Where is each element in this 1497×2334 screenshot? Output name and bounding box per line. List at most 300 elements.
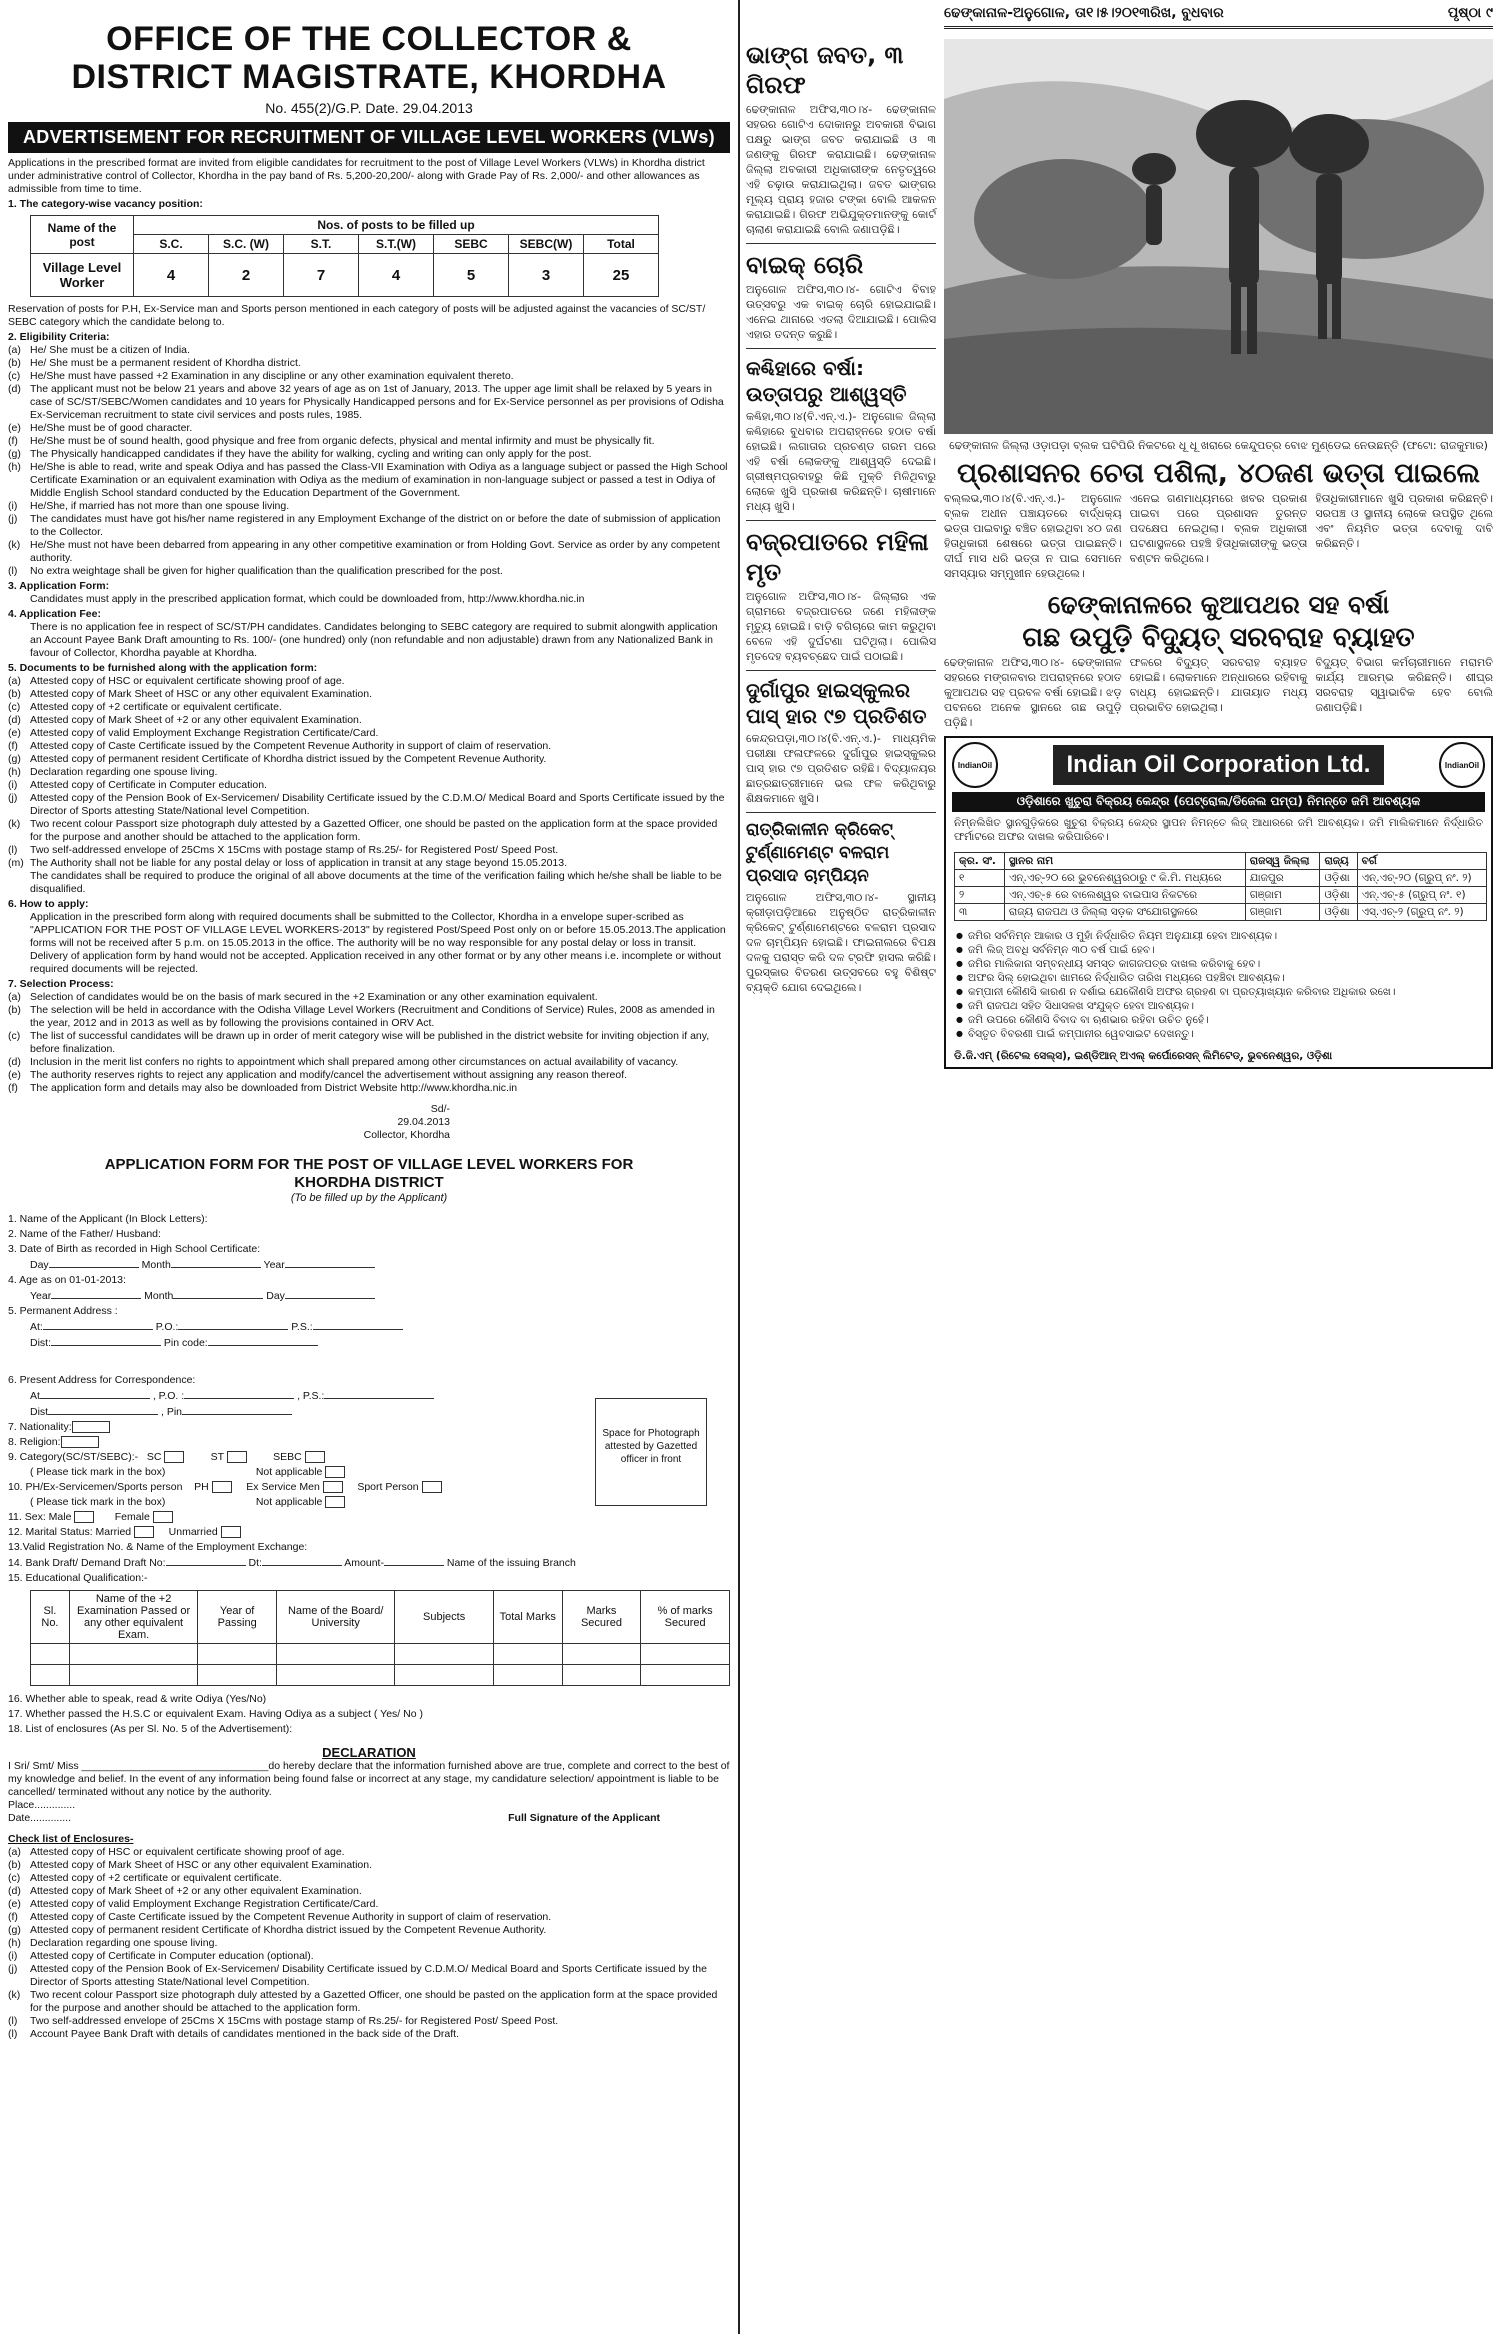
form-subtitle: (To be filled up by the Applicant) (290, 1192, 448, 1204)
qualification-col-header: Name of the +2 Examination Passed or any other equivalent Exam. (69, 1591, 197, 1644)
checklist-item (8, 1911, 730, 1924)
eligibility-item (8, 513, 730, 539)
pres-dist-line[interactable] (48, 1404, 158, 1415)
ioc-cell: ଏନ୍.ଏଚ୍-୫ (ଗ୍ରୁପ୍ ନଂ. ୧) (1357, 886, 1486, 903)
ioc-row (955, 869, 1487, 886)
story-hailstorm (944, 655, 1493, 730)
ioc-term: ● ଜମିର ସର୍ବନିମ୍ନ ଆକାର ଓ ମୁହାଁ ନିର୍ଦ୍ଧାରିତ ନିୟମ ଅନୁଯାୟୀ ହେବା ଆବଶ୍ୟକ। (954, 929, 1483, 943)
story-column: ଢେଙ୍କାନାଳ ଅଫିସ,୩୦।୪- ଢେଙ୍କାନାଳ ସହରରେ ମଙ୍ଗଳବାର ଅପରାହ୍ନରେ ହଠାତ କୁଆପଥର ସହ ପ୍ରବଳ ବର୍ଷା ହୋଇଛି। ଝଡ଼ ପବନରେ ଅନେକ ସ୍ଥାନରେ ଗଛ ଉପୁଡ଼ି ପଡ଼ିଛି। (944, 656, 1122, 729)
field-dob (8, 1242, 730, 1257)
section-7-heading: 7. Selection Process: (8, 978, 114, 990)
age-year-label: Year (30, 1290, 52, 1302)
story-bhang-seized: ଢେଙ୍କାନାଳ ଅଫିସ,୩୦।୪- ଢେଙ୍କାନାଳ ସହରର ଗୋଟିଏ ଦୋକାନରୁ ଅବକାରୀ ବିଭାଗ ପକ୍ଷରୁ ଭାଙ୍ଗ ଜବତ କରାଯାଇଛି ଓ ୩ ଜଣଙ୍କୁ ଗିରଫ କରାଯାଇଛି। ଢେଙ୍କାନାଳ ଜିଲ୍ଲା ଅବକାରୀ ଅଧିକାରୀଙ୍କ ନେତୃତ୍ୱରେ ଏହି ଚଢ଼ାଉ କରାଯାଇଥିଲା। ଜବତ ଭାଙ୍ଗର ମୂଲ୍ୟ ପ୍ରାୟ ହଜାର ଟଙ୍କା ବୋଲି ଆକଳନ କରାଯାଇଛି। ଗିରଫ ଅଭିଯୁକ୍ତମାନଙ୍କୁ କୋର୍ଟ ଚାଲାଣ କରାଯାଇଛି ବୋଲି ଜଣାପଡ଼ିଛି। (746, 103, 936, 236)
eligibility-item-key: (d) (8, 383, 21, 395)
reservation-note: Reservation of posts for P.H, Ex-Service man and Sports person mentioned in each category of posts will be adjusted against the vacancies of SC/ST/ SEBC category which the candidate belong to. (8, 303, 706, 328)
section-1-heading: 1. The category-wise vacancy position: (8, 198, 203, 210)
checklist-item-text: Attested copy of +2 certificate or equivalent certificate. (30, 1872, 282, 1884)
category-sebc-label: SEBC (273, 1451, 302, 1463)
category-sc-checkbox[interactable] (164, 1451, 184, 1463)
vacancy-value: 4 (134, 254, 209, 297)
section-6-heading: 6. How to apply: (8, 898, 89, 910)
ioc-col-header: ରାଜସ୍ୱ ଜିଲ୍ଲା (1245, 852, 1320, 869)
form-title (8, 1156, 730, 1192)
age-month-label: Month (144, 1290, 174, 1302)
collector-signature (8, 1103, 730, 1142)
vacancy-value: 5 (434, 254, 509, 297)
field-label: 15. Educational Qualification:- (8, 1572, 148, 1584)
document-item-key: (j) (8, 792, 18, 804)
ioc-cell: ଗଞ୍ଜାମ (1245, 886, 1320, 903)
checklist-item-text: Attested copy of valid Employment Exchange Registration Certificate/Card. (30, 1898, 379, 1910)
ioc-col-header: କ୍ର. ସଂ. (955, 852, 1005, 869)
checklist-item (8, 1846, 730, 1859)
divider (746, 812, 936, 813)
religion-box[interactable] (61, 1436, 99, 1448)
checklist-heading: Check list of Enclosures- (8, 1833, 134, 1845)
indianoil-logo-icon (952, 742, 998, 788)
field-label: 8. Religion: (8, 1436, 61, 1448)
document-item-key: (g) (8, 753, 21, 765)
story-allowance (944, 491, 1493, 581)
eligibility-item (8, 383, 730, 422)
sex-male-label: 11. Sex: Male (8, 1511, 72, 1523)
eligibility-item-text: He/She is able to read, write and speak Odiya and has passed the Class-VII Examination with Odiya as a language subject or passed the High School Certificate Examination or an equivalent examination with Odiya as the medium of examination in non-language subject or passed a test in Odiya of Middle English School standard conducted by the Education Department of the Government. (30, 461, 728, 499)
ioc-logo-text: IndianOil (1444, 760, 1480, 770)
ioc-cell: ଏନ୍.ଏଚ୍-୨୦ ରେ ଭୁବନେଶ୍ୱରଠାରୁ ୯ କି.ମି. ମଧ୍ୟରେ (1004, 869, 1245, 886)
field-present-address (8, 1373, 730, 1388)
document-item (8, 792, 730, 818)
eligibility-item-key: (a) (8, 344, 21, 356)
ioc-header (946, 738, 1491, 792)
category-sebc-checkbox[interactable] (305, 1451, 325, 1463)
application-form-body: Candidates must apply in the prescribed application format, which could be downloaded from, http://www.khordha.nic.in (30, 593, 585, 605)
document-item (8, 740, 730, 753)
document-item (8, 675, 730, 688)
declaration-text: I Sri/ Smt/ Miss ________________________________do hereby declare that the information furnished above are true, complete and correct to the best of my knowledge and belief. In the event of any information being found false or incorrect at any stage, my candidature selection/ appointment is liable to be cancelled/ terminated without any notice by the authority. (8, 1760, 730, 1798)
selection-item-key: (d) (8, 1056, 21, 1068)
ioc-cell: ଏନ୍.ଏଚ୍-୫ ରେ ବାଲେଶ୍ୱର ବାଇପାସ ନିକଟରେ (1004, 886, 1245, 903)
age-month-line[interactable] (173, 1288, 263, 1299)
selection-item (8, 1056, 730, 1069)
perm-dist-line[interactable] (51, 1335, 161, 1346)
collector-advertisement (0, 0, 740, 2334)
pres-at-label: At (30, 1390, 40, 1402)
story-column: ବଲ୍ଲଭ,୩୦।୪(ବି.ଏନ୍.ଏ.)- ଅନୁଗୋଳ ବ୍ଲକ ଅଧୀନ ପଞ୍ଚାୟତରେ ବାର୍ଦ୍ଧକ୍ୟ ଭତ୍ତା ପାଇବାରୁ ବଞ୍ଚିତ ହୋଇଥିବା ୪୦ ଜଣ ହିତାଧିକାରୀ ଶେଷରେ ଭତ୍ତା ପାଇଛନ୍ତି। ଦୀର୍ଘ ମାସ ଧରି ଭତ୍ତା ନ ପାଇ ସେମାନେ ସମସ୍ୟାର ସମ୍ମୁଖୀନ ହେଉଥିଲେ। (944, 492, 1122, 580)
qualification-cell[interactable] (641, 1644, 730, 1665)
perm-pin-label: Pin code: (163, 1337, 208, 1349)
age-year-line[interactable] (51, 1288, 141, 1299)
checklist-item-key: (j) (8, 1963, 18, 1975)
qualification-cell[interactable] (493, 1665, 562, 1686)
eligibility-item (8, 565, 730, 578)
document-item (8, 688, 730, 701)
qualification-cell[interactable] (276, 1644, 394, 1665)
qualification-cell[interactable] (395, 1644, 494, 1665)
ioc-footer: ଡି.ଜି.ଏମ୍ (ରିଟେଲ ସେଲ୍ସ), ଇଣ୍ଡିଆନ୍ ଅଏଲ୍ କର୍ପୋରେସନ୍ ଲିମିଟେଡ୍, ଭୁବନେଶ୍ୱର, ଓଡ଼ିଶା (954, 1050, 1333, 1063)
checklist-item (8, 1924, 730, 1937)
office-title-line1: OFFICE OF THE COLLECTOR & (106, 20, 632, 58)
qualification-col-header: % of marks Secured (641, 1591, 730, 1644)
draft-amount-label: Amount- (344, 1557, 384, 1569)
perm-dist-label: Dist: (30, 1337, 51, 1349)
eligibility-item (8, 448, 730, 461)
qualification-cell[interactable] (69, 1644, 197, 1665)
pres-at-line[interactable] (40, 1388, 150, 1399)
field-applicant-name (8, 1212, 730, 1227)
form-title-line1: APPLICATION FORM FOR THE POST OF VILLAGE LEVEL WORKERS FOR (104, 1156, 634, 1173)
field-label: 6. Present Address for Correspondence: (8, 1374, 196, 1386)
document-item (8, 870, 730, 896)
selection-item-text: Selection of candidates would be on the basis of mark secured in the +2 Examination or any other examination equivalent. (30, 991, 598, 1003)
pres-pin-line[interactable] (182, 1404, 292, 1415)
eligibility-item-text: He/She must be of good character. (30, 422, 193, 434)
photo-caption: ଢେଙ୍କାନାଳ ଜିଲ୍ଲା ଓଡ଼ାପଡ଼ା ବ୍ଲକ ଘଟିପିରି ନିକଟରେ ଧୂ ଧୂ ଖରାରେ କେନ୍ଦୁପତ୍ର ବୋଝ ମୁଣ୍ଡେଇ ନେଉଛନ୍ତି (ଫଟୋ: ରାଜକୁମାର) (949, 439, 1488, 452)
section-5-heading: 5. Documents to be furnished along with the application form: (8, 662, 318, 674)
field-permanent-address-parts2 (8, 1335, 730, 1351)
vacancy-col-header: SEBC(W) (509, 235, 584, 254)
vacancy-value: 3 (509, 254, 584, 297)
field-label: 3. Date of Birth as recorded in High School Certificate: (8, 1243, 261, 1255)
sex-female-checkbox[interactable] (153, 1511, 173, 1523)
checklist-item (8, 1859, 730, 1872)
field-label: 7. Nationality: (8, 1421, 72, 1433)
eligibility-item-key: (l) (8, 565, 18, 577)
vacancy-col-header: S.C. (W) (209, 235, 284, 254)
eligibility-item-key: (h) (8, 461, 21, 473)
checklist-item-text: Attested copy of the Pension Book of Ex-Servicemen/ Disability Certificate issued by C.D.M.O/ Medical Board and Sports Certificate issued by the Director of Sports attesting State/National level Competition. (30, 1963, 707, 1988)
dob-day-line[interactable] (49, 1257, 139, 1268)
document-item-text: Two recent colour Passport size photograph duly attested by a Gazetted Officer, one should be pasted on the application form at the space provided for the purpose and another should be attached to the application form. (30, 818, 718, 843)
checklist-item-key: (d) (8, 1885, 21, 1897)
field-odiya-speak: 16. Whether able to speak, read & write Odiya (Yes/No) (8, 1693, 267, 1705)
nationality-box[interactable] (72, 1421, 110, 1433)
checklist-item-key: (b) (8, 1859, 21, 1871)
signature-name: Collector, Khordha (363, 1129, 450, 1141)
draft-amount-line[interactable] (384, 1555, 444, 1566)
document-item-text: Attested copy of Mark Sheet of +2 or any other equivalent Examination. (30, 714, 362, 726)
document-item (8, 857, 730, 870)
ioc-term: ● ଅଫର ସିଲ୍ ହୋଇଥିବା ଖାମରେ ନିର୍ଦ୍ଧାରିତ ତାରିଖ ମଧ୍ୟରେ ପହଞ୍ଚିବା ଆବଶ୍ୟକ। (954, 971, 1483, 985)
qualification-cell[interactable] (276, 1665, 394, 1686)
headline-cricket-tournament: ରାତ୍ରିକାଳୀନ କ୍ରିକେଟ୍ ଟୁର୍ଣ୍ଣାମେଣ୍ଟ ବଳରାମ ପ୍ରସାଦ ଚାମ୍ପିୟନ (746, 820, 893, 886)
ioc-intro: ନିମ୍ନଲିଖିତ ସ୍ଥାନଗୁଡ଼ିକରେ ଖୁଚୁରା ବିକ୍ରୟ କେନ୍ଦ୍ର ସ୍ଥାପନ ନିମନ୍ତେ ଲିଜ୍ ଆଧାରରେ ଜମି ଆବଶ୍ୟକ। ଜମି ମାଲିକମାନେ ନିର୍ଦ୍ଧାରିତ ଫର୍ମାଟରେ ଅଫର ଦାଖଲ କରିପାରିବେ। (954, 816, 1483, 843)
story-column: ବିଦ୍ୟୁତ୍ ବିଭାଗ କର୍ମଚାରୀମାନେ ମରାମତି କାର୍ଯ୍ୟ ଆରମ୍ଭ କରିଛନ୍ତି। ଶୀଘ୍ର ସରବରାହ ସ୍ୱାଭାବିକ ହେବ ବୋଲି ଜଣାପଡ଼ିଛି। (1315, 656, 1494, 714)
selection-item-text: The application form and details may also be downloaded from District Website http://www.khordha.nic.in (30, 1082, 518, 1094)
checklist-item (8, 1885, 730, 1898)
qualification-cell[interactable] (198, 1665, 277, 1686)
document-item-text: Attested copy of Mark Sheet of HSC or any other equivalent Examination. (30, 688, 373, 700)
field-permanent-address-parts (8, 1319, 730, 1335)
draft-date-line[interactable] (262, 1555, 342, 1566)
age-day-line[interactable] (285, 1288, 375, 1299)
eligibility-item-key: (c) (8, 370, 21, 382)
ioc-cell: ୩ (955, 903, 1005, 920)
headline-allowance: ପ୍ରଶାସନର ଚେତା ପଶିଲା, ୪୦ଜଣ ଭତ୍ତା ପାଇଲେ (956, 458, 1480, 489)
divider (746, 348, 936, 349)
divider (746, 670, 936, 671)
application-form-text (8, 593, 730, 606)
checklist-item (8, 1950, 730, 1963)
field-label: 2. Name of the Father/ Husband: (8, 1228, 161, 1240)
headline-bike-theft: ବାଇକ୍ ଚୋରି (746, 251, 864, 279)
ioc-row (955, 903, 1487, 920)
document-item (8, 766, 730, 779)
field-age (8, 1273, 730, 1288)
eligibility-list (8, 344, 730, 578)
pres-po-line[interactable] (184, 1388, 294, 1399)
field-enclosures: 18. List of enclosures (As per Sl. No. 5 of the Advertisement): (8, 1723, 293, 1735)
eligibility-item (8, 370, 730, 383)
checklist-item-key: (g) (8, 1924, 21, 1936)
checklist-item-key: (l) (8, 2028, 18, 2040)
document-item (8, 727, 730, 740)
how-to-apply-text (8, 911, 730, 976)
eligibility-item-key: (b) (8, 357, 21, 369)
story-lightning-death: ଅନୁଗୋଳ ଅଫିସ,୩୦।୪- ଜିଲ୍ଲାର ଏକ ଗ୍ରାମରେ ବଜ୍ରପାତରେ ଜଣେ ମହିଳାଙ୍କ ମୃତ୍ୟୁ ହୋଇଛି। ବାଡ଼ି ବଗିଚାରେ କାମ କରୁଥିବା ବେଳେ ଏହି ଦୁର୍ଘଟଣା ଘଟିଥିଲା। ପୋଲିସ ମୃତଦେହ ବ୍ୟବଚ୍ଛେଦ ପାଇଁ ପଠାଇଛି। (746, 590, 936, 663)
document-item (8, 844, 730, 857)
qualification-cell[interactable] (562, 1665, 641, 1686)
draft-date-label: Dt: (248, 1557, 262, 1569)
ioc-cell: ଯାଜପୁର (1245, 869, 1320, 886)
document-item (8, 818, 730, 844)
draft-branch-label: Name of the issuing Branch (446, 1557, 576, 1569)
qualification-col-header: Sl. No. (31, 1591, 70, 1644)
headline-bhang-seized: ଭାଙ୍ଗ ଜବତ, ୩ ଗିରଫ (746, 41, 904, 99)
ph-label: PH (194, 1481, 209, 1493)
checklist-item-text: Two recent colour Passport size photograph duly attested by a Gazetted Officer, one should be pasted on the application form at the space provided for the purpose and another should be attached to the application form. (30, 1989, 718, 2014)
perm-ps-label: P.S.: (291, 1321, 313, 1333)
document-item (8, 701, 730, 714)
ph-note: ( Please tick mark in the box) (30, 1496, 166, 1508)
qualification-col-header: Name of the Board/ University (276, 1591, 394, 1644)
ioc-cell: ୧ (955, 869, 1005, 886)
category-st-checkbox[interactable] (227, 1451, 247, 1463)
ioc-col-header: ବର୍ଗ (1357, 852, 1486, 869)
checklist-item (8, 2028, 730, 2041)
sport-person-checkbox[interactable] (422, 1481, 442, 1493)
vacancy-post-header: Name of the post (31, 216, 134, 254)
vacancy-table (30, 215, 659, 297)
section-2-heading: 2. Eligibility Criteria: (8, 331, 110, 343)
pres-ps-line[interactable] (324, 1388, 434, 1399)
declaration-heading: DECLARATION (322, 1745, 416, 1760)
field-label: 13.Valid Registration No. & Name of the Employment Exchange: (8, 1541, 308, 1553)
story-column: ହିତାଧିକାରୀମାନେ ଖୁସି ପ୍ରକାଶ କରିଛନ୍ତି। ସରପଞ୍ଚ ଓ ସ୍ଥାନୀୟ ଲୋକେ ଉପସ୍ଥିତ ଥିଲେ ଏବଂ ନିୟମିତ ଭତ୍ତା ଦେବାକୁ ଦାବି କରିଛନ୍ତି। (1315, 492, 1494, 550)
perm-po-line[interactable] (178, 1319, 288, 1330)
document-item-text: Attested copy of Certificate in Computer education. (30, 779, 267, 791)
indianoil-logo-icon (1439, 742, 1485, 788)
headline-kaniha-rain: କଣ୍ଢିହାରେ ବର୍ଷା: ଉତ୍ତାପରୁ ଆଶ୍ୱସ୍ତି (746, 356, 907, 406)
field-label: 1. Name of the Applicant (In Block Letters): (8, 1213, 208, 1225)
ioc-cell: ଏନ୍.ଏଚ୍-୨୦ (ଗ୍ରୁପ୍ ନଂ. ୨) (1357, 869, 1486, 886)
document-item-key: (h) (8, 766, 21, 778)
story-durgapur-school: କେନ୍ଦ୍ରପଡ଼ା,୩୦।୪(ବି.ଏନ୍.ଏ.)- ମାଧ୍ୟମିକ ପରୀକ୍ଷା ଫଳାଫଳରେ ଦୁର୍ଗାପୁର ହାଇସ୍କୁଲର ପାସ୍ ହାର ୯୭ ପ୍ରତିଶତ ରହିଛି। ବିଦ୍ୟାଳୟର ଛାତ୍ରଛାତ୍ରୀମାନେ ଭଲ ଫଳ କରିଥିବାରୁ ଶିକ୍ଷକମାନେ ଖୁସି। (746, 732, 936, 805)
news-briefs-column (742, 0, 940, 2334)
document-item-text: The Authority shall not be liable for any postal delay or loss of application in transit at any stage beyond 15.05.2013. (30, 857, 568, 869)
checklist-item-key: (f) (8, 1911, 18, 1923)
eligibility-item-text: He/ She must be a citizen of India. (30, 344, 190, 356)
ioc-term: ● ଜମି ଲିଜ୍ ଅବଧି ସର୍ବନିମ୍ନ ୩୦ ବର୍ଷ ପାଇଁ ହେବ। (954, 943, 1483, 957)
form-title-line2: KHORDHA DISTRICT (294, 1174, 444, 1191)
qualification-cell[interactable] (69, 1665, 197, 1686)
dob-month-line[interactable] (171, 1257, 261, 1268)
married-checkbox[interactable] (134, 1526, 154, 1538)
selection-item-key: (c) (8, 1030, 21, 1042)
field-sex (8, 1510, 730, 1525)
document-item (8, 714, 730, 727)
story-cricket-tournament: ଅନୁଗୋଳ ଅଫିସ,୩୦।୪- ସ୍ଥାନୀୟ କ୍ରୀଡ଼ାପଡ଼ିଆରେ ଅନୁଷ୍ଠିତ ରାତ୍ରିକାଳୀନ କ୍ରିକେଟ୍ ଟୁର୍ଣ୍ଣାମେଣ୍ଟରେ ବଳରାମ ପ୍ରସାଦ ଦଳ ଚାମ୍ପିୟନ ହୋଇଛି। ଫାଇନାଲରେ ବିପକ୍ଷ ଦଳକୁ ପରାସ୍ତ କରି ଦଳ ଟ୍ରଫି ହାସଲ କରିଛି। ପୁରସ୍କାର ବିତରଣ ଉତ୍ସବରେ ବହୁ ବିଶିଷ୍ଟ ବ୍ୟକ୍ତି ଯୋଗ ଦେଇଥିଲେ। (746, 891, 936, 994)
signature-sd: Sd/- (430, 1103, 450, 1115)
office-title-line2: DISTRICT MAGISTRATE, KHORDHA (71, 58, 667, 96)
vacancy-value: 25 (584, 254, 659, 297)
selection-item-key: (f) (8, 1082, 18, 1094)
eligibility-item-key: (k) (8, 539, 21, 551)
checklist-item-text: Attested copy of permanent resident Certificate of Khordha district issued by the Competent Revenue Authority. (30, 1924, 547, 1936)
checklist-item (8, 1989, 730, 2015)
ioc-cell: ଓଡ଼ିଶା (1320, 903, 1357, 920)
ioc-term: ● ବିସ୍ତୃତ ବିବରଣୀ ପାଇଁ କମ୍ପାନୀର ୱେବସାଇଟ ଦେଖନ୍ତୁ। (954, 1027, 1483, 1041)
selection-item (8, 1069, 730, 1082)
ioc-logo-text: IndianOil (957, 760, 993, 770)
checklist-item-key: (k) (8, 1989, 21, 2001)
checklist-item (8, 2015, 730, 2028)
field-label: 9. Category(SC/ST/SEBC):- (8, 1451, 139, 1463)
section-3-heading: 3. Application Form: (8, 580, 110, 592)
field-qualification (8, 1571, 730, 1586)
ioc-col-header: ରାଜ୍ୟ (1320, 852, 1357, 869)
qualification-cell[interactable] (31, 1644, 70, 1665)
dob-year-line[interactable] (285, 1257, 375, 1268)
divider (746, 520, 936, 521)
vacancy-col-header: S.T. (284, 235, 359, 254)
story-column: ଫଳରେ ବିଦ୍ୟୁତ୍ ସରବରାହ ବ୍ୟାହତ ହୋଇଛି। ଲୋକମାନେ ଅନ୍ଧାରରେ ରହିବାକୁ ବାଧ୍ୟ ହୋଇଛନ୍ତି। ଯାତାୟାତ ମଧ୍ୟ ପ୍ରଭାବିତ ହୋଇଥିଲା। (1129, 656, 1308, 714)
eligibility-item-text: No extra weightage shall be given for higher qualification than the qualification prescribed for the post. (30, 565, 503, 577)
age-day-label: Day (266, 1290, 285, 1302)
ioc-col-header: ସ୍ଥାନର ନାମ (1004, 852, 1245, 869)
eligibility-item (8, 357, 730, 370)
divider (746, 243, 936, 244)
unmarried-label: Unmarried (168, 1526, 218, 1538)
ioc-term: ● ଜମି ଉପରେ କୌଣସି ବିବାଦ ବା ଋଣଭାର ରହିବା ଉଚିତ ନୁହେଁ। (954, 1013, 1483, 1027)
qualification-cell[interactable] (395, 1665, 494, 1686)
selection-item-key: (b) (8, 1004, 21, 1016)
perm-ps-line[interactable] (313, 1319, 403, 1330)
ioc-cell: ଏସ୍.ଏଚ୍-୨ (ଗ୍ରୁପ୍ ନଂ. ୨) (1357, 903, 1486, 920)
vacancy-col-header: Total (584, 235, 659, 254)
selection-item (8, 1004, 730, 1030)
document-item-text: Two self-addressed envelope of 25Cms X 15Cms with postage stamp of Rs.25/- for Registered Post/ Speed Post. (30, 844, 559, 856)
signature-date: 29.04.2013 (397, 1116, 450, 1128)
document-item-text: Attested copy of valid Employment Exchange Registration Certificate/Card. (30, 727, 379, 739)
declaration-place: Place.............. (8, 1799, 76, 1811)
checklist (8, 1846, 730, 2041)
selection-item (8, 1082, 730, 1095)
checklist-item-text: Attested copy of Certificate in Computer education (optional). (30, 1950, 314, 1962)
application-fee-text (8, 621, 730, 660)
qualification-cell[interactable] (493, 1644, 562, 1665)
checklist-item-text: Attested copy of Mark Sheet of HSC or any other equivalent Examination. (30, 1859, 373, 1871)
document-item-text: Attested copy of HSC or equivalent certificate showing proof of age. (30, 675, 345, 687)
main-news-column (940, 0, 1497, 2334)
ioc-location-table (954, 852, 1487, 921)
sex-male-checkbox[interactable] (74, 1511, 94, 1523)
ph-na-checkbox[interactable] (325, 1496, 345, 1508)
office-title (8, 20, 730, 96)
dob-day-label: Day (30, 1259, 49, 1271)
eligibility-item-text: The applicant must not be below 21 years and above 32 years of age as on 1st of January, 2013. The upper age limit shall be relaxed by 5 years in case of SC/ST/SEBC/Women candidates and 10 years for Physically Handicapped persons and for Ex-Service personnel as per provisions of Odisha Ex-Serviceman recruitment to state civil services and posts rules, 1985. (30, 383, 724, 421)
ioc-cell: ଗଞ୍ଜାମ (1245, 903, 1320, 920)
ioc-term: ● ଜମିର ମାଲିକାନା ସମ୍ବନ୍ଧୀୟ ସମସ୍ତ କାଗଜପତ୍ର ଦାଖଲ କରିବାକୁ ହେବ। (954, 957, 1483, 971)
checklist-item (8, 1872, 730, 1885)
eligibility-item-text: The candidates must have got his/her name registered in any Employment Exchange of the district on or before the date of submission of application to the Collector. (30, 513, 721, 538)
eligibility-item-text: He/She must be of sound health, good physique and free from organic defects, physical and mental infirmity and must be physically fit. (30, 435, 655, 447)
category-st-label: ST (210, 1451, 224, 1463)
ex-service-checkbox[interactable] (323, 1481, 343, 1493)
document-item-key: (c) (8, 701, 21, 713)
ioc-row (955, 886, 1487, 903)
category-na-checkbox[interactable] (325, 1466, 345, 1478)
qualification-cell[interactable] (198, 1644, 277, 1665)
page-masthead (944, 0, 1493, 29)
checklist-item-text: Attested copy of Caste Certificate issued by the Competent Revenue Authority in support of claim of reservation. (30, 1911, 552, 1923)
document-item-text: Attested copy of Caste Certificate issued by the Competent Revenue Authority in support of claim of reservation. (30, 740, 552, 752)
qualification-cell[interactable] (31, 1665, 70, 1686)
kendu-leaf-carriers-image (944, 39, 1493, 434)
checklist-item-key: (h) (8, 1937, 21, 1949)
field-label: 10. PH/Ex-Servicemen/Sports person (8, 1481, 183, 1493)
category-note: ( Please tick mark in the box) (30, 1466, 166, 1478)
selection-item (8, 1030, 730, 1056)
pres-ps-label: , P.S.: (297, 1390, 325, 1402)
ph-checkbox[interactable] (212, 1481, 232, 1493)
qualification-cell[interactable] (641, 1665, 730, 1686)
checklist-item (8, 1937, 730, 1950)
pres-dist-label: Dist (30, 1406, 49, 1418)
applicant-signature-label: Full Signature of the Applicant (508, 1812, 660, 1824)
checklist-item-text: Attested copy of HSC or equivalent certificate showing proof of age. (30, 1846, 345, 1858)
field-label: 4. Age as on 01-01-2013: (8, 1274, 126, 1286)
draft-no-line[interactable] (166, 1555, 246, 1566)
selection-item (8, 991, 730, 1004)
headline-power-disruption: ଗଛ ଉପୁଡ଼ି ବିଦ୍ୟୁତ୍ ସରବରାହ ବ୍ୟାହତ (1022, 622, 1415, 653)
document-item-text: Attested copy of +2 certificate or equivalent certificate. (30, 701, 282, 713)
field-father-name (8, 1227, 730, 1242)
reference-number: No. 455(2)/G.P. Date. 29.04.2013 (265, 100, 473, 116)
qualification-cell[interactable] (562, 1644, 641, 1665)
document-item-key: (a) (8, 675, 21, 687)
document-item-text: Attested copy of the Pension Book of Ex-Servicemen/ Disability Certificate issued by the C.D.M.O/ Medical Board and Sports Certificate issued by the Director of Sports attesting State/National level Competition. (30, 792, 725, 817)
sex-female-label: Female (114, 1511, 150, 1523)
unmarried-checkbox[interactable] (221, 1526, 241, 1538)
story-column: ଏନେଇ ଗଣମାଧ୍ୟମରେ ଖବର ପ୍ରକାଶ ପାଇବା ପରେ ପ୍ରଶାସନ ତୁରନ୍ତ ପଦକ୍ଷେପ ନେଇଥିଲା। ବ୍ଲକ ଅଧିକାରୀ ଘଟଣାସ୍ଥଳରେ ପହଞ୍ଚି ହିତାଧିକାରୀଙ୍କୁ ଭତ୍ତା ବଣ୍ଟନ କରିଥିଲେ। (1129, 492, 1308, 565)
perm-at-line[interactable] (43, 1319, 153, 1330)
eligibility-item (8, 539, 730, 565)
category-na-label: Not applicable (255, 1466, 323, 1478)
eligibility-item-text: He/ She must be a permanent resident of Khordha district. (30, 357, 301, 369)
ioc-cell: ଓଡ଼ିଶା (1320, 869, 1357, 886)
document-item (8, 753, 730, 766)
advertisement-title: ADVERTISEMENT FOR RECRUITMENT OF VILLAGE LEVEL WORKERS (VLWs) (8, 122, 730, 153)
eligibility-item (8, 435, 730, 448)
eligibility-item-key: (i) (8, 500, 18, 512)
ioc-cell: ରାଜ୍ୟ ରାଜପଥ ଓ ଜିଲ୍ଲା ସଡ଼କ ସଂଯୋଗସ୍ଥଳରେ (1004, 903, 1245, 920)
eligibility-item-key: (j) (8, 513, 18, 525)
perm-pin-line[interactable] (208, 1335, 318, 1346)
eligibility-item (8, 461, 730, 500)
photograph-box: Space for Photograph attested by Gazetted officer in front (595, 1398, 707, 1506)
document-item-key: (k) (8, 818, 21, 830)
selection-item-text: The selection will be held in accordance with the Odisha Village Level Workers (Recruitment and Conditions of Service) Rules, 2008 as amended in the year, 2012 and in 2013 as well as by following the provisions contained in ORV Act. (30, 1004, 715, 1029)
